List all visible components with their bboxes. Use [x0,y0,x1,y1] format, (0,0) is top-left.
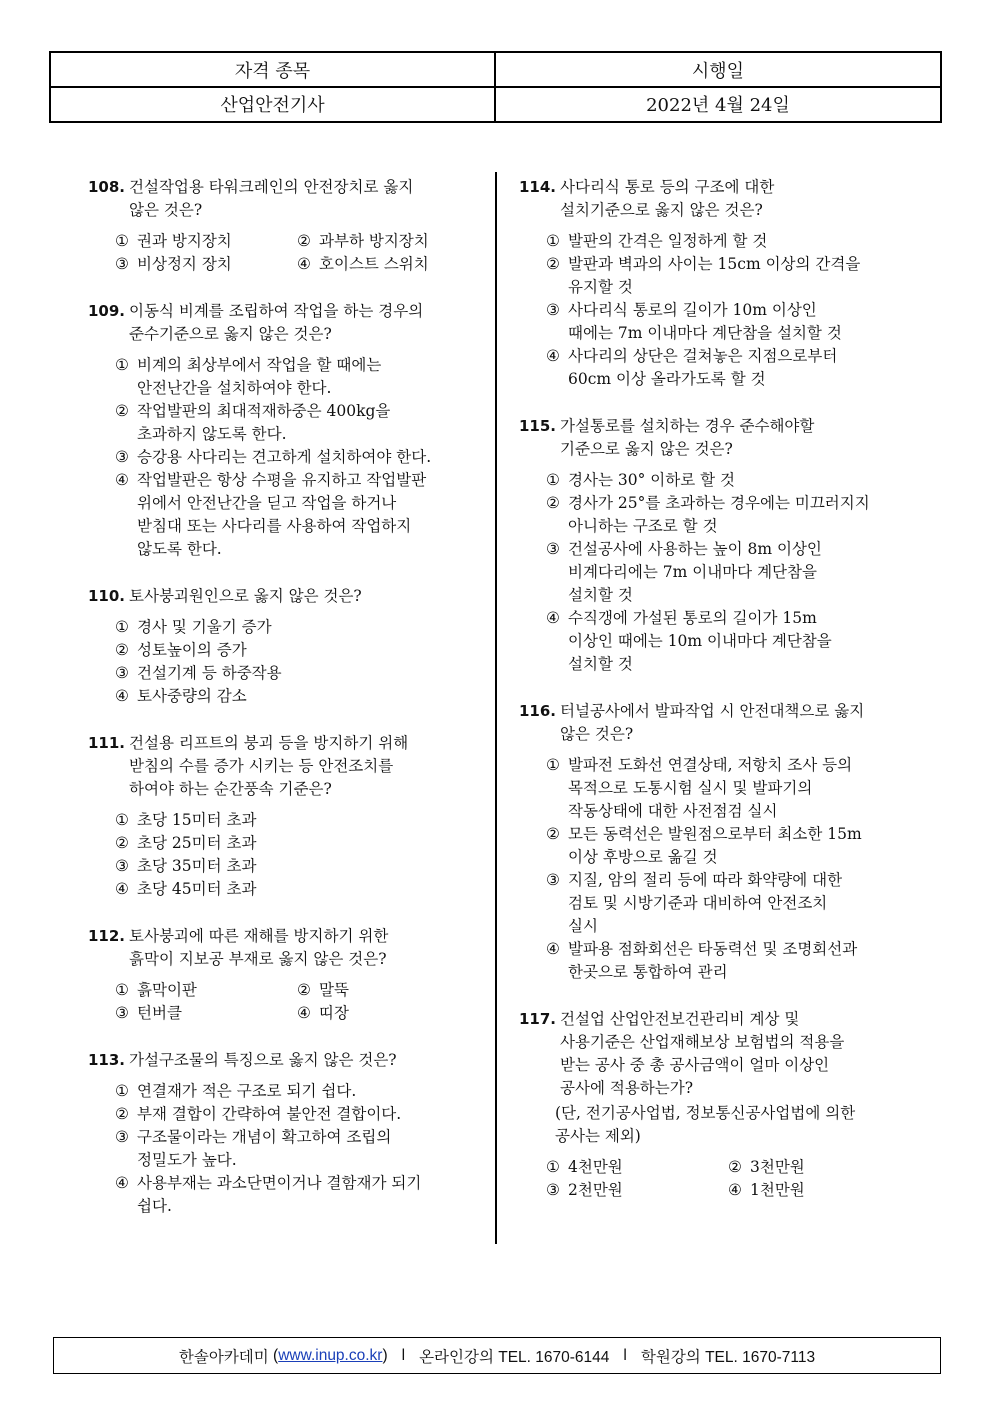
option-marker: ② [115,1105,129,1123]
option-text: 발파전 도화선 연결상태, 저항치 조사 등의 목적으로 도통시험 실시 및 발파기의 작동상태에 대한 사전점검 실시 [568,756,853,820]
question [519,1008,909,1202]
option-text: 초당 25미터 초과 [137,834,257,852]
question-text: 가설구조물의 특징으로 옳지 않은 것은? [129,1051,397,1069]
question-number: 112. [88,927,126,945]
option-list [115,616,478,708]
option-text: 토사중량의 감소 [137,687,247,705]
option-list [546,230,909,391]
option-marker: ② [546,825,560,843]
question-number: 117. [519,1010,557,1028]
subject-label: 자격 종목 [51,53,496,86]
option-marker: ① [546,1158,560,1176]
question [88,1049,478,1218]
option-marker: ④ [297,255,311,273]
answer-option [115,979,297,1002]
option-text: 구조물이라는 개념이 확고하여 조립의 정밀도가 높다. [137,1128,392,1169]
answer-option [297,1002,479,1025]
option-list [546,754,909,984]
option-marker: ① [115,618,129,636]
option-text: 2천만원 [568,1181,623,1199]
question-text: 토사붕괴원인으로 옳지 않은 것은? [129,587,362,605]
option-text: 턴버클 [137,1004,182,1022]
question-text: 건설업 산업안전보건관리비 계상 및 사용기준은 산업재해보상 보험법의 적용을 받는 공사 중 총 공사금액이 얼마 이상인 공사에 적용하는가? [560,1010,845,1097]
option-text: 권과 방지장치 [137,232,232,250]
offline-phone: 학원강의 TEL. 1670-7113 [640,1348,816,1366]
option-text: 건설공사에 사용하는 높이 8m 이상인 비계다리에는 7m 이내마다 계단참을 설치할 것 [568,540,822,604]
option-marker: ② [728,1158,742,1176]
option-list [115,979,478,1025]
option-marker: ③ [115,1128,129,1146]
option-text: 사다리식 통로의 길이가 10m 이상인 때에는 7m 이내마다 계단참을 설치할 것 [568,301,842,342]
option-marker: ② [115,641,129,659]
option-text: 초당 15미터 초과 [137,811,257,829]
option-marker: ③ [546,871,560,889]
option-marker: ④ [546,940,560,958]
option-marker: ④ [115,471,129,489]
answer-option [115,446,478,469]
option-marker: ② [115,834,129,852]
exam-header-table [49,51,942,123]
question-number: 111. [88,734,126,752]
option-text: 초당 35미터 초과 [137,857,257,875]
answer-option [546,492,909,538]
option-list [546,469,909,676]
option-marker: ④ [115,1174,129,1192]
answer-option [115,1103,478,1126]
answer-option [115,230,297,253]
question [88,925,478,1025]
question-text: 사다리식 통로 등의 구조에 대한 설치기준으로 옳지 않은 것은? [560,178,775,219]
answer-option [546,823,909,869]
option-marker: ③ [546,301,560,319]
option-marker: ④ [115,687,129,705]
answer-option [297,253,479,276]
option-marker: ② [546,494,560,512]
question [88,176,478,276]
option-text: 비상정지 장치 [137,255,232,273]
option-marker: ① [115,356,129,374]
option-marker: ② [546,255,560,273]
answer-option [546,754,909,823]
option-text: 말뚝 [319,981,349,999]
answer-option [115,1126,478,1172]
option-marker: ③ [115,664,129,682]
option-marker: ④ [546,609,560,627]
question-number: 113. [88,1051,126,1069]
option-text: 발판의 간격은 일정하게 할 것 [568,232,768,250]
option-marker: ③ [115,1004,129,1022]
option-text: 4천만원 [568,1158,623,1176]
answer-option [115,400,478,446]
date-label: 시행일 [691,60,745,82]
option-marker: ③ [115,448,129,466]
academy-name: 한솔아카데미 [178,1348,269,1366]
option-text: 띠장 [319,1004,349,1022]
question [519,700,909,984]
option-marker: ③ [115,255,129,273]
answer-option [115,878,478,901]
option-list [546,1156,909,1202]
option-text: 작업발판은 항상 수평을 유지하고 작업발판 위에서 안전난간을 딛고 작업을 하거나 받침대 또는 사다리를 사용하여 작업하지 않도록 한다. [137,471,427,558]
option-text: 부재 결합이 간략하여 불안전 결합이다. [137,1105,402,1123]
option-marker: ③ [546,540,560,558]
answer-option [115,1172,478,1218]
option-marker: ② [115,402,129,420]
option-text: 연결재가 적은 구조로 되기 쉽다. [137,1082,357,1100]
question [519,415,909,676]
option-marker: ① [546,471,560,489]
answer-option [115,662,478,685]
question [519,176,909,391]
option-marker: ④ [546,347,560,365]
footer-separator: l [623,1346,627,1364]
option-marker: ④ [728,1181,742,1199]
answer-option [546,938,909,984]
answer-option [115,809,478,832]
option-text: 작업발판의 최대적재하중은 400kg을 초과하지 않도록 한다. [137,402,391,443]
answer-option [297,230,479,253]
question-text: 건설작업용 타워크레인의 안전장치로 옳지 않은 것은? [129,178,414,219]
option-marker: ④ [115,880,129,898]
answer-option [115,1002,297,1025]
option-text: 지질, 암의 절리 등에 따라 화약량에 대한 검토 및 시방기준과 대비하여 안전조치 실시 [568,871,843,935]
question-number: 114. [519,178,557,196]
option-list [115,1080,478,1218]
answer-option [546,345,909,391]
answer-option [546,253,909,299]
option-text: 비계의 최상부에서 작업을 할 때에는 안전난간을 설치하여야 한다. [137,356,382,397]
academy-link[interactable]: www.inup.co.kr [278,1346,383,1364]
option-list [115,230,478,276]
option-text: 건설기계 등 하중작용 [137,664,282,682]
answer-option [115,639,478,662]
option-text: 경사는 30° 이하로 할 것 [568,471,735,489]
answer-option [546,469,909,492]
option-list [115,354,478,561]
date-value: 2022년 4월 24일 [646,94,790,116]
answer-option [546,538,909,607]
footer-separator: l [401,1346,406,1364]
question-number: 109. [88,302,126,320]
option-text: 흙막이판 [137,981,197,999]
option-text: 수직갱에 가설된 통로의 길이가 15m 이상인 때에는 10m 이내마다 계단참을 설치할 것 [568,609,832,673]
option-marker: ① [115,981,129,999]
question-text: 토사붕괴에 따른 재해를 방지하기 위한 흙막이 지보공 부재로 옳지 않은 것은? [129,927,389,968]
question-number: 108. [88,178,126,196]
option-marker: ③ [546,1181,560,1199]
question-text: 터널공사에서 발파작업 시 안전대책으로 옳지 않은 것은? [560,702,865,743]
online-phone: 온라인강의 TEL. 1670-6144 [419,1348,610,1366]
subject-value: 산업안전기사 [51,86,496,121]
question-text: 건설용 리프트의 붕괴 등을 방지하기 위해 받침의 수를 증가 시키는 등 안전조치를 하여야 하는 순간풍속 기준은? [129,734,409,798]
question [88,585,478,708]
question-number: 116. [519,702,557,720]
option-text: 초당 45미터 초과 [137,880,257,898]
option-text: 호이스트 스위치 [319,255,429,273]
option-text: 경사가 25°를 초과하는 경우에는 미끄러지지 아니하는 구조로 할 것 [568,494,870,535]
option-text: 사용부재는 과소단면이거나 결함재가 되기 쉽다. [137,1174,422,1215]
answer-option [115,469,478,561]
option-text: 발파용 점화회선은 타동력선 및 조명회선과 한곳으로 통합하여 관리 [568,940,858,981]
answer-option [546,607,909,676]
answer-option [728,1179,910,1202]
question-number: 115. [519,417,557,435]
option-text: 사다리의 상단은 걸쳐놓은 지점으로부터 60cm 이상 올라가도록 할 것 [568,347,838,388]
footer-bar: 한솔아카데미 ( www.inup.co.kr ) l 온라인강의 TEL. 1670-6144 l 학원강의 TEL. 1670-7113 [53,1337,941,1374]
option-text: 3천만원 [750,1158,805,1176]
option-text: 1천만원 [750,1181,805,1199]
option-text: 발판과 벽과의 사이는 15cm 이상의 간격을 유지할 것 [568,255,861,296]
answer-option [546,869,909,938]
option-marker: ③ [115,857,129,875]
answer-option [546,1179,728,1202]
answer-option [115,354,478,400]
option-marker: ④ [297,1004,311,1022]
question [88,300,478,561]
option-marker: ① [546,232,560,250]
answer-option [115,832,478,855]
option-text: 승강용 사다리는 견고하게 설치하여야 한다. [137,448,432,466]
question-note: (단, 전기공사업법, 정보통신공사업법에 의한 공사는 제외) [555,1104,856,1145]
answer-option [115,253,297,276]
option-text: 성토높이의 증가 [137,641,247,659]
option-list [115,809,478,901]
left-column [88,176,478,1242]
answer-option [546,1156,728,1179]
option-marker: ② [297,232,311,250]
option-marker: ① [115,811,129,829]
question-number: 110. [88,587,126,605]
answer-option [728,1156,910,1179]
option-marker: ① [115,232,129,250]
answer-option [115,616,478,639]
option-marker: ② [297,981,311,999]
question-text: 이동식 비계를 조립하여 작업을 하는 경우의 준수기준으로 옳지 않은 것은? [129,302,424,343]
option-text: 모든 동력선은 발원점으로부터 최소한 15m 이상 후방으로 옮길 것 [568,825,862,866]
right-column [519,176,909,1226]
question-text: 가설통로를 설치하는 경우 준수해야할 기준으로 옳지 않은 것은? [560,417,815,458]
answer-option [115,855,478,878]
option-text: 과부하 방지장치 [319,232,429,250]
answer-option [546,230,909,253]
column-divider [495,172,497,1244]
question [88,732,478,901]
answer-option [115,1080,478,1103]
answer-option [297,979,479,1002]
answer-option [546,299,909,345]
option-marker: ① [115,1082,129,1100]
option-marker: ① [546,756,560,774]
answer-option [115,685,478,708]
option-text: 경사 및 기울기 증가 [137,618,272,636]
